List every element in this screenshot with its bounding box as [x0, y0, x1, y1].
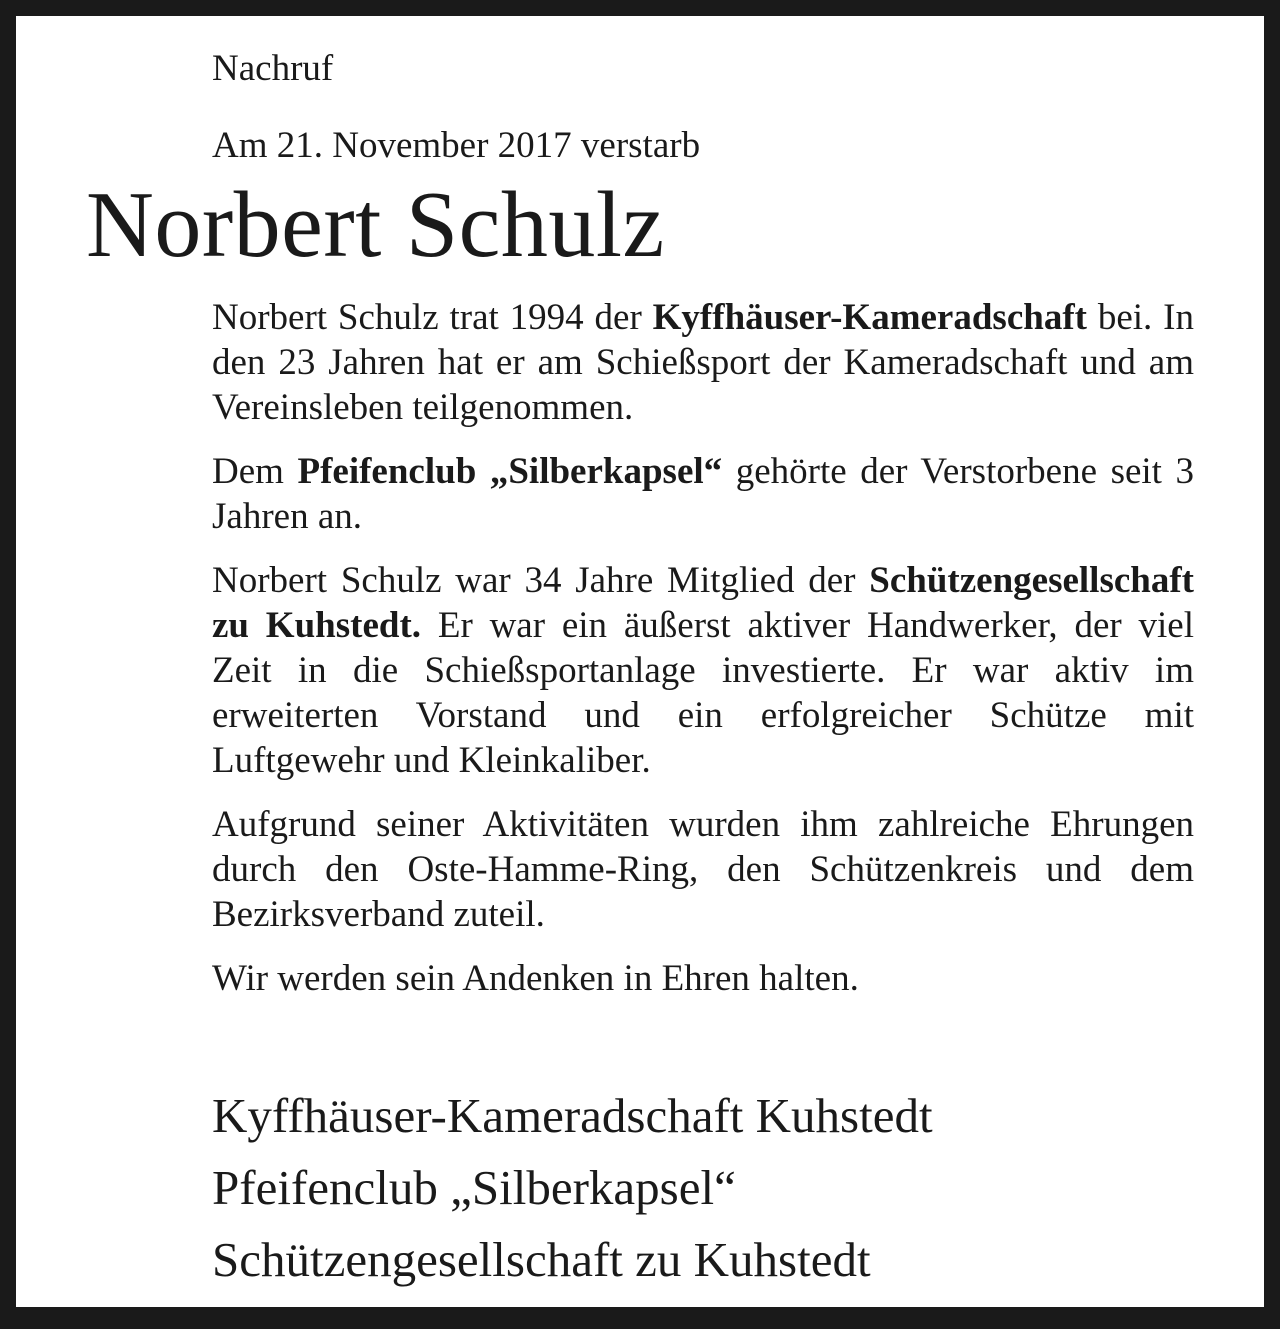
paragraph: Norbert Schulz trat 1994 der Kyffhäuser-Kameradschaft bei. In den 23 Jahren hat er am Schießsport der Kameradschaft und am Vereinsleben teilgenommen.	[212, 297, 1194, 428]
org-name: Pfeifenclub „Silberkapsel“	[297, 451, 723, 492]
date-line: Am 21. November 2017 verstarb	[212, 125, 701, 166]
obituary-body	[212, 295, 1194, 1001]
paragraph: Aufgrund seiner Aktivitäten wurden ihm zahlreiche Ehrungen durch den Oste-Hamme-Ring, den Schützenkreis und dem Bezirksverband zuteil.	[212, 804, 1194, 935]
org-name: Schützengesellschaft zu Kuhstedt.	[212, 560, 1194, 646]
signer-pfeifenclub: Pfeifenclub „Silberkapsel“	[212, 1160, 736, 1215]
signer-schuetzen: Schützengesellschaft zu Kuhstedt	[212, 1232, 871, 1287]
org-name: Kyffhäuser-Kameradschaft	[652, 297, 1087, 338]
signers-block	[212, 1080, 1194, 1296]
signer-kyffhaeuser: Kyffhäuser-Kameradschaft Kuhstedt	[212, 1088, 933, 1143]
deceased-name: Norbert Schulz	[86, 173, 665, 277]
closing-line: Wir werden sein Andenken in Ehren halten.	[212, 958, 859, 999]
paragraph: Dem Pfeifenclub „Silberkapsel“ gehörte der Verstorbene seit 3 Jahren an.	[212, 451, 1194, 537]
heading-kicker: Nachruf	[212, 48, 334, 89]
paragraph: Norbert Schulz war 34 Jahre Mitglied der Schützengesellschaft zu Kuhstedt. Er war ein äußerst aktiver Handwerker, der viel Zeit in die Schießsportanlage investierte. Er war aktiv im erweiterten Vorstand und ein erfolgreicher Schütze mit Luftgewehr und Kleinkaliber.	[212, 560, 1194, 781]
